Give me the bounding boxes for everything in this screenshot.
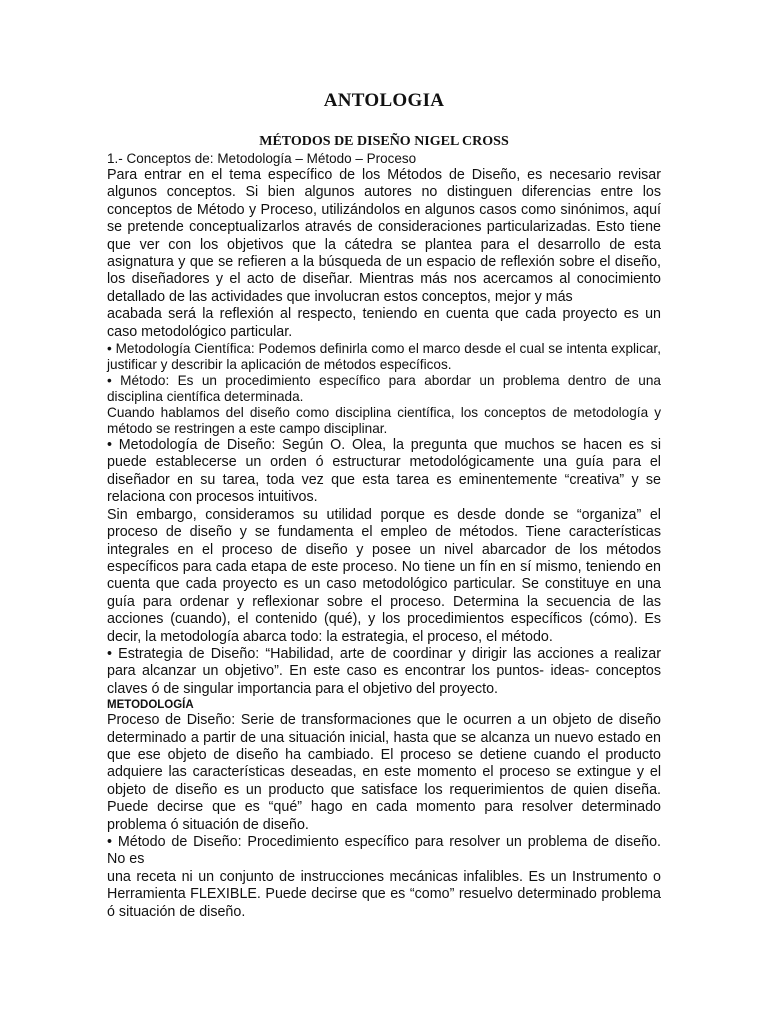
label-metodologia: METODOLOGÍA [107,699,194,712]
paragraph-estrategia: • Estrategia de Diseño: “Habilidad, arte de coordinar y dirigir las acciones a realizar para alcanzar un objetivo”. En este caso es encontrar los puntos- ideas- conceptos claves ó de singular importancia para el objetivo del proyecto. [107,645,661,697]
paragraph-diseno-disciplina: Cuando hablamos del diseño como disciplina científica, los conceptos de metodología y método se restringen a este campo disciplinar. [107,405,661,437]
paragraph-metodo-diseno-continued: una receta ni un conjunto de instrucciones mecánicas infalibles. Es un Instrumento o Herramienta FLEXIBLE. Puede decirse que es “como” resuelvo determinado problema ó situación de diseño. [107,868,661,920]
paragraph-intro: Para entrar en el tema específico de los Métodos de Diseño, es necesario revisar algunos conceptos. Si bien algunos autores no distinguen diferencias entre los conceptos de Método y Proceso, utilizándolos en algunos casos como sinónimos, aquí se pretende conceptualizarlos através de consideraciones particularizadas. Esto tiene que ver con los objetivos que la cátedra se plantea para el desarrollo de esta asignatura y que se refieren a la búsqueda de un espacio de reflexión sobre el diseño, los diseñadores y el acto de diseñar. Mientras más nos acercamos al conocimiento detallado de las actividades que involucran estos conceptos, mejor y más [107,167,661,305]
paragraph-metodologia-cientifica: • Metodología Científica: Podemos definirla como el marco desde el cual se intenta explicar, justificar y describir la aplicación de métodos específicos. [107,341,661,373]
document-title: ANTOLOGIA [323,90,445,111]
section-heading: 1.- Conceptos de: Metodología – Método – Proceso [107,151,417,166]
document-subtitle: MÉTODOS DE DISEÑO NIGEL CROSS [259,134,509,149]
paragraph-metodo-diseno: • Método de Diseño: Procedimiento específico para resolver un problema de diseño. No es [107,834,661,868]
paragraph-metodo: • Método: Es un procedimiento específico para abordar un problema dentro de una disciplina científica determinada. [107,373,661,405]
document-page [107,90,661,921]
paragraph-sin-embargo: Sin embargo, consideramos su utilidad porque es desde donde se “organiza” el proceso de diseño y se fundamenta el empleo de métodos. Tiene características integrales en el proceso de diseño y posee un nivel abarcador de los métodos específicos para cada etapa de este proceso. No tiene un fín en sí mismo, teniendo en cuenta que cada proyecto es un caso metodológico particular. Se constituye en una guía para ordenar y reflexionar sobre el proceso. Determina la secuencia de las acciones (cuando), el contenido (qué), y los procedimientos específicos (cómo). Es decir, la metodología abarca todo: la estrategia, el proceso, el método. [107,506,661,645]
paragraph-proceso-diseno: Proceso de Diseño: Serie de transformaciones que le ocurren a un objeto de diseño determinado a partir de una situación inicial, hasta que se alcanza un nuevo estado en que ese objeto de diseño ha cambiado. El proceso se detiene cuando el producto adquiere las características deseadas, en este momento el proceso se extingue y el objeto de diseño es un producto que satisface los requerimientos de quien diseña. Puede decirse que es “qué” hago en cada momento para resolver determinado problema ó situación de diseño. [107,712,661,833]
paragraph-intro-continued: acabada será la reflexión al respecto, teniendo en cuenta que cada proyecto es un caso metodológico particular. [107,306,661,340]
paragraph-metodologia-diseno: • Metodología de Diseño: Según O. Olea, la pregunta que muchos se hacen es si puede establecerse un orden ó estructurar metodológicamente una guía para el diseñador en su tarea, toda vez que esta tarea es eminentemente “creativa” y se relaciona con procesos intuitivos. [107,437,661,506]
